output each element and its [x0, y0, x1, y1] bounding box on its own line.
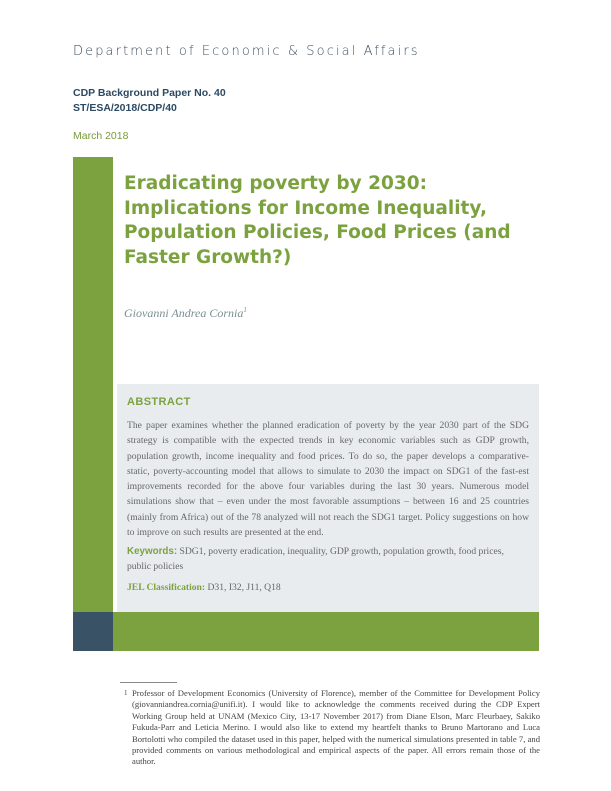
paper-code: ST/ESA/2018/CDP/40	[73, 102, 177, 114]
keywords-text: SDG1, poverty eradication, inequality, GDP growth, population growth, food prices, public policies	[127, 546, 504, 572]
jel-codes: D31, I32, J11, Q18	[207, 582, 281, 593]
keywords	[127, 544, 529, 574]
author-footnote-mark: 1	[243, 306, 247, 314]
paper-series: CDP Background Paper No. 40	[73, 87, 226, 99]
corner-accent-block	[73, 612, 113, 651]
keywords-label: Keywords:	[127, 546, 178, 557]
abstract-heading: ABSTRACT	[127, 396, 191, 408]
paper-date: March 2018	[73, 130, 129, 142]
side-accent-bar	[73, 157, 113, 612]
footnote-text: Professor of Development Economics (University of Florence), member of the Committee for Development Policy (giovanniandrea.cornia@unifi.it). I would like to acknowledge the comments received during the CDP Expert Working Group held at UNAM (Mexico City, 13-17 November 2017) from Diane Elson, Marc Fleurbaey, Sakiko Fukuda-Parr and Leticia Merino. I would also like to extend my heartfelt thanks to Bruno Martorano and Luca Bortolotti who compiled the dataset used in this paper, helped with the numerical simulations presented in table 7, and provided comments on various methodological and empirical aspects of the paper. All errors remain those of the author.	[132, 688, 540, 767]
jel-label: JEL Classification:	[127, 582, 206, 593]
author-name: Giovanni Andrea Cornia	[124, 306, 244, 320]
paper-title: Eradicating poverty by 2030: Implications for Income Inequality, Population Policies, Food Prices (and Faster Growth?)	[124, 173, 511, 268]
footnote-divider	[120, 682, 177, 683]
paper-series-block	[73, 86, 226, 116]
abstract-text: The paper examines whether the planned eradication of poverty by the year 2030 part of the SDG strategy is compatible with the expected trends in key economic variables such as GDP growth, population growth, income inequality and food prices. To do so, the paper develops a comparative-static, poverty-accounting model that allows to simulate to 2030 the impact on SDG1 of the fast-est improvements recorded for the above four variables during the last 30 years. Numerous model simulations show that – even under the most favorable assumptions – between 16 and 25 countries (mainly from Africa) out of the 78 analyzed will not reach the SDG1 target. Policy suggestions on how to improve on such results are presented at the end.	[127, 420, 529, 539]
paper-author	[124, 306, 247, 321]
jel-classification	[127, 582, 281, 593]
department-header: Department of Economic & Social Affairs	[73, 44, 420, 59]
footnote	[124, 688, 540, 768]
footnote-mark: 1	[124, 689, 128, 697]
bottom-accent-bar	[113, 612, 539, 651]
